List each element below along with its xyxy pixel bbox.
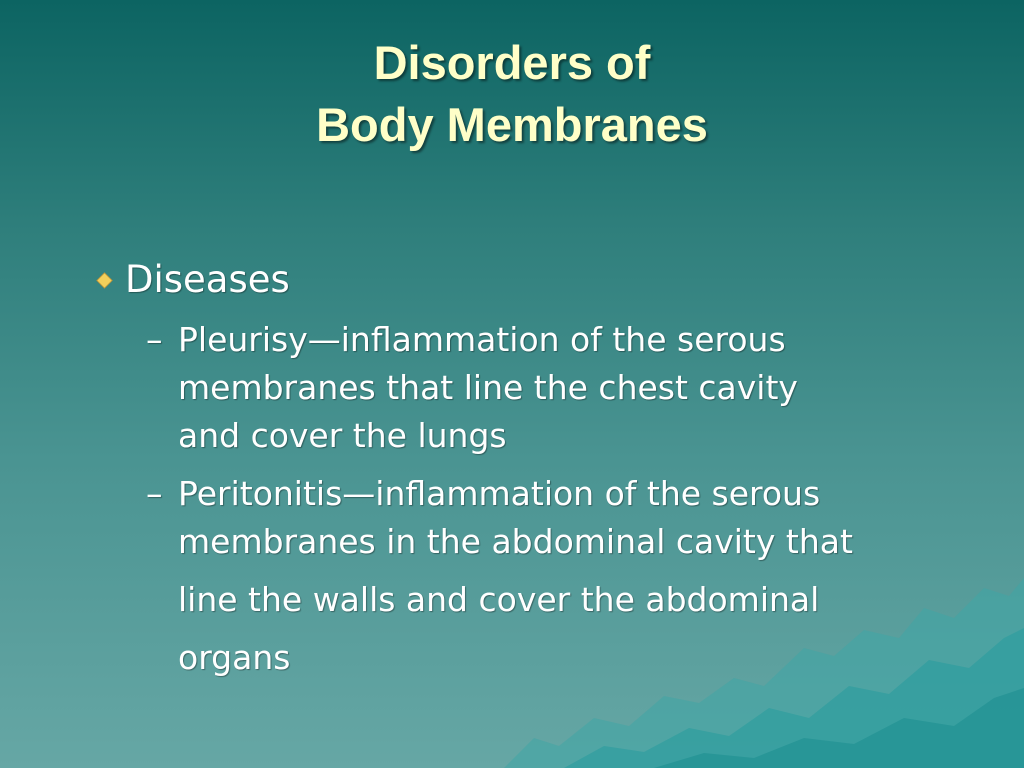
dash-marker: – <box>146 474 163 513</box>
bullet-diseases <box>96 256 290 304</box>
bullet-label: Diseases <box>125 258 290 301</box>
title-line-1: Disorders of <box>373 36 651 89</box>
sub-bullet-line: Pleurisy—inflammation of the serous <box>178 320 786 359</box>
sub-bullet-line: Peritonitis—inflammation of the serous <box>178 474 821 513</box>
sub-bullet-line: line the walls and cover the abdominal <box>178 580 820 619</box>
dash-marker: – <box>146 320 163 359</box>
sub-bullet-line: organs <box>178 638 291 677</box>
title-line-2: Body Membranes <box>316 98 708 151</box>
sub-bullet-line: membranes that line the chest cavity <box>178 368 798 407</box>
diamond-icon <box>96 272 113 289</box>
sub-bullet-pleurisy <box>146 316 786 364</box>
sub-bullet-line: and cover the lungs <box>178 416 507 455</box>
sub-bullet-peritonitis <box>146 470 820 518</box>
sub-bullet-line: membranes in the abdominal cavity that <box>178 522 853 561</box>
